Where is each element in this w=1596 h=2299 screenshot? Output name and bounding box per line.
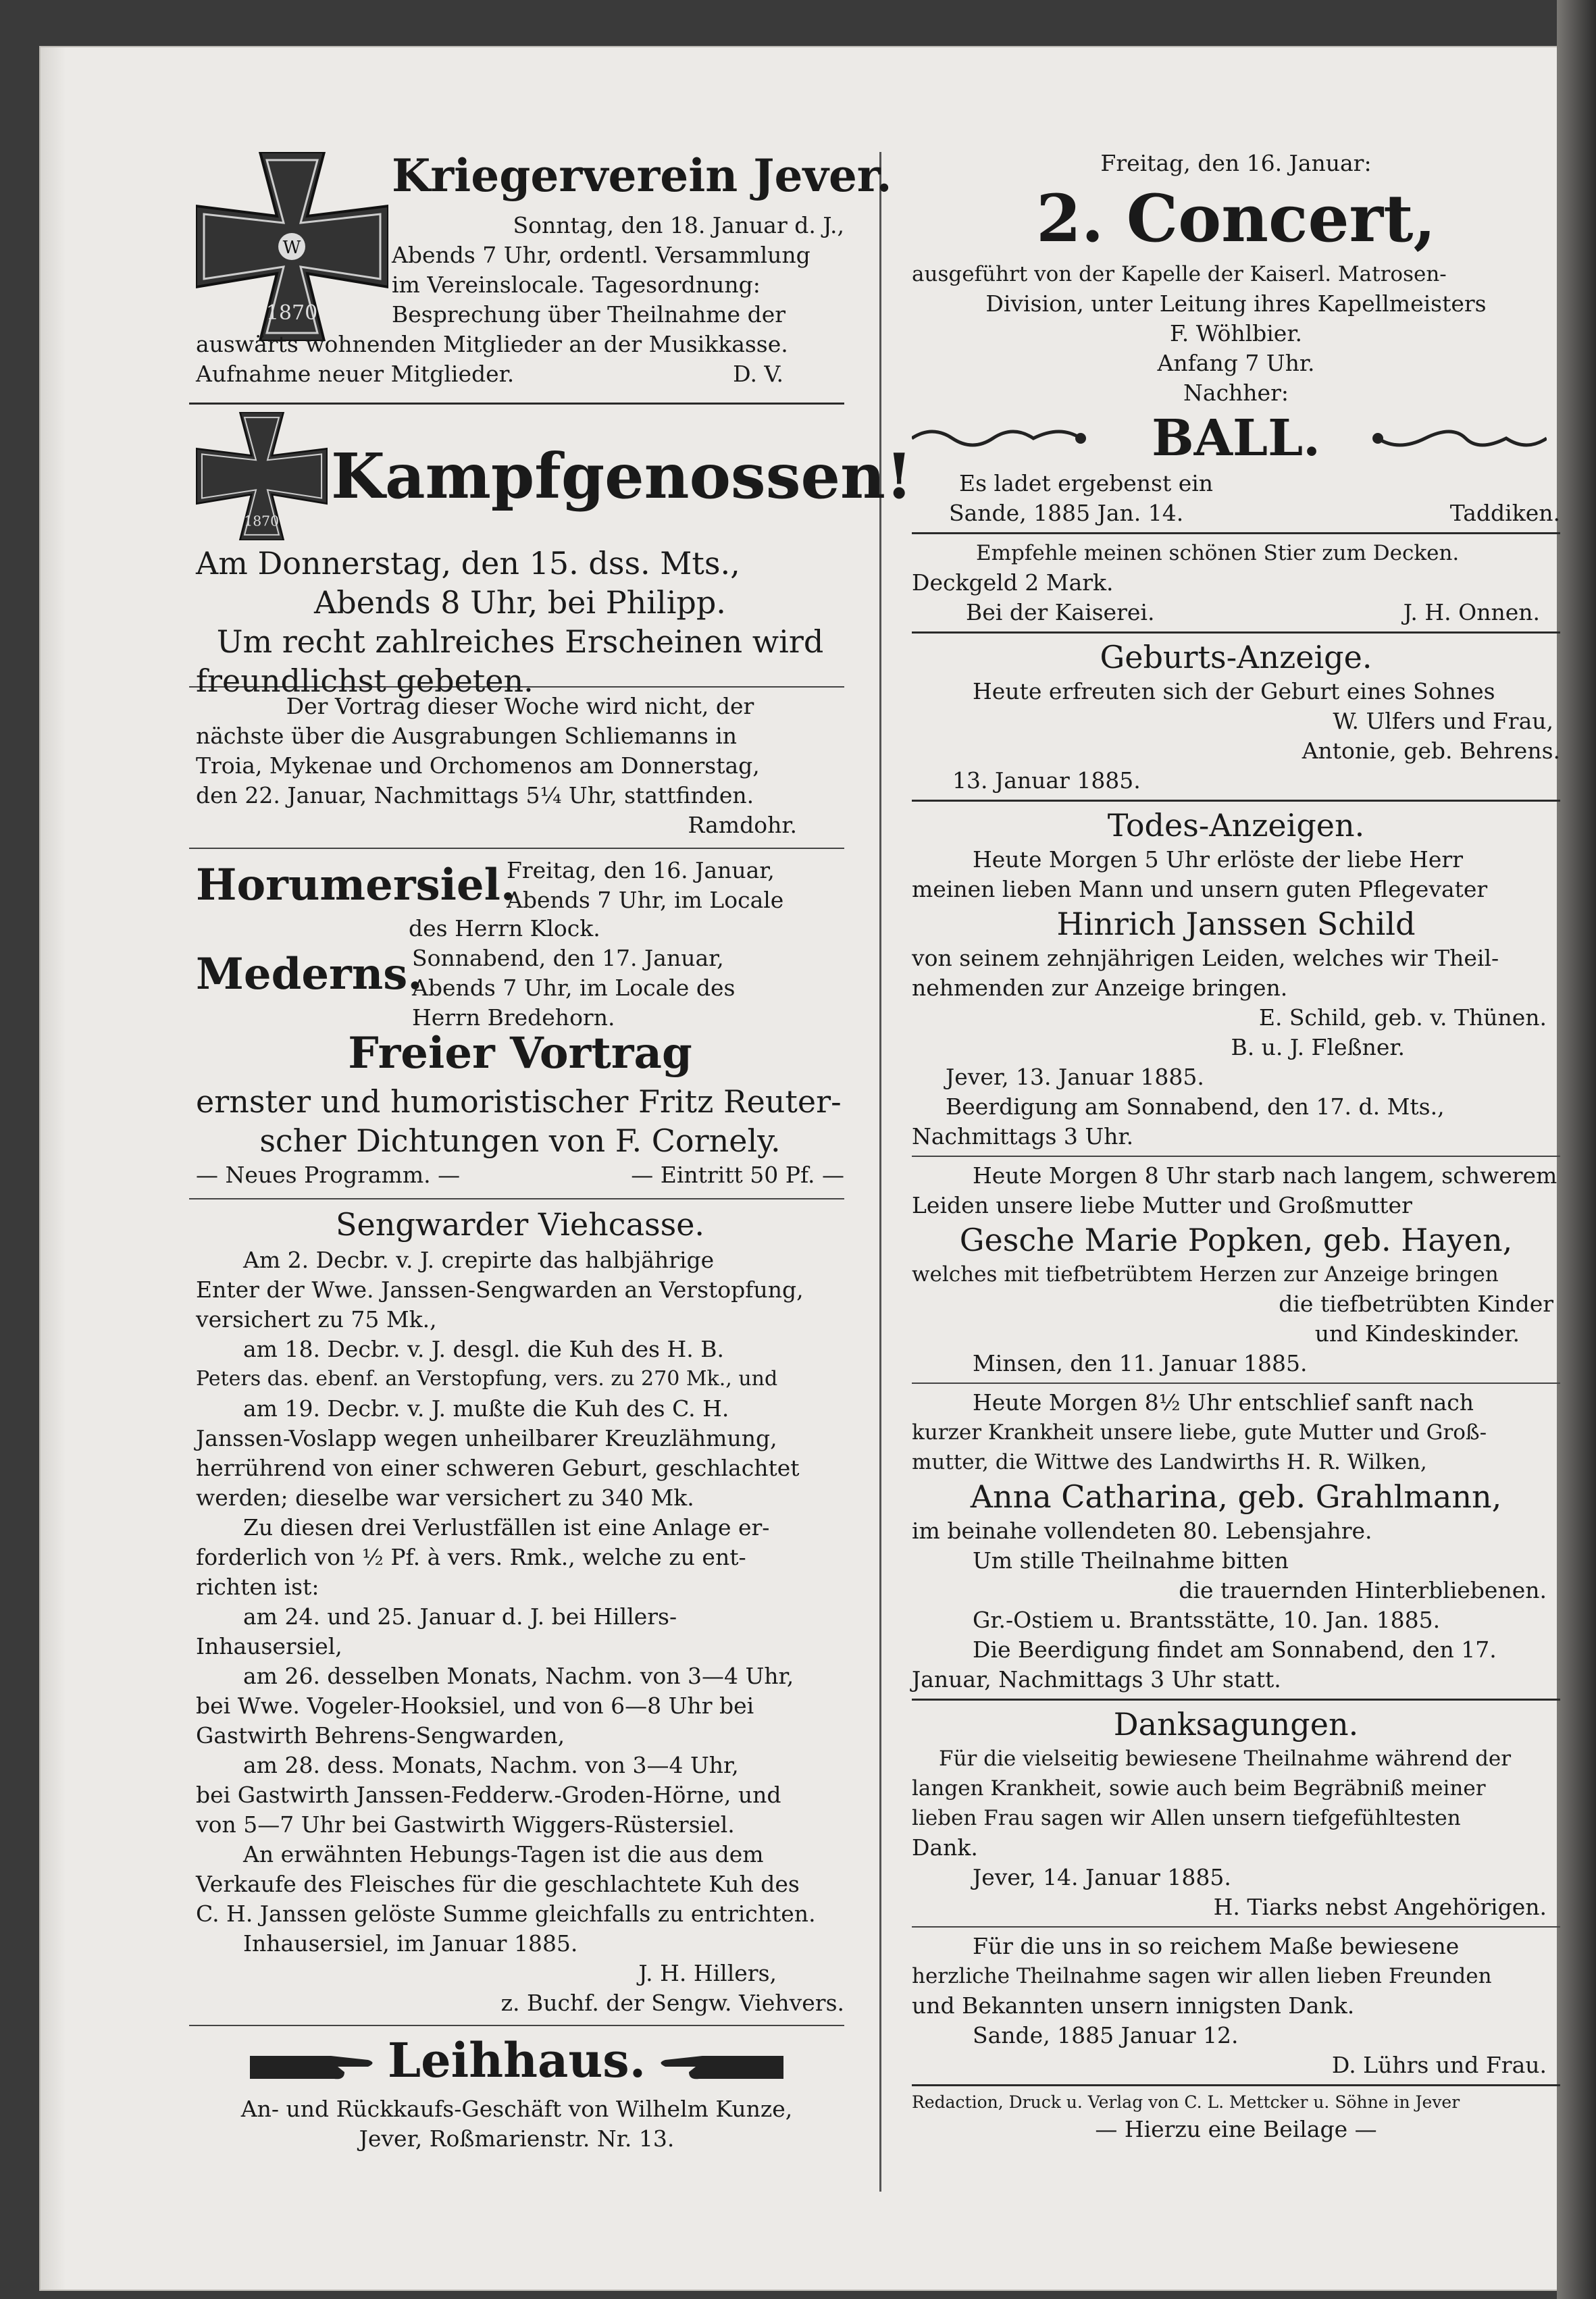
notice-vortrag [189,692,844,844]
signature: D. V. [733,361,783,387]
rule [189,2025,844,2026]
horumersiel-title: Horumersiel. [196,860,516,910]
imprint: Redaction, Druck u. Verlag von C. L. Mettcker u. Söhne in Jever [912,2092,1460,2112]
text-line: forderlich von ½ Pf. à vers. Rmk., welche zu ent- [196,1544,746,1570]
ad-mederns [189,941,844,1031]
text-line: nehmenden zur Anzeige bringen. [912,975,1288,1001]
kampfgenossen-title: Kampfgenossen! [331,440,913,513]
signature: E. Schild, geb. v. Thünen. [1258,1004,1547,1031]
text-line: Sande, 1885 Januar 12. [973,2022,1239,2048]
text-line: ernster und humoristischer Fritz Reuter- [196,1083,842,1120]
rule [912,800,1560,802]
text-line: die trauernden Hinterbliebenen. [1179,1577,1547,1603]
ad-horumersiel [189,853,844,941]
text-line: die tiefbetrübten Kinder [1279,1291,1553,1317]
rule [912,1156,1560,1157]
text-line: Heute Morgen 5 Uhr erlöste der liebe Herr [973,846,1463,873]
text-line: Freitag, den 16. Januar, [507,857,775,883]
text-line: lieben Frau sagen wir Allen unsern tiefgefühltesten [912,1806,1461,1830]
right-column [912,149,1560,2144]
rule [189,403,844,405]
ornament-right-icon [1371,421,1547,455]
text-line: und Kindeskinder. [1314,1320,1520,1347]
text-line: Sande, 1885 Jan. 14. [949,500,1184,526]
text-line: Um recht zahlreiches Erscheinen wird [216,623,824,660]
text-line: Anfang 7 Uhr. [1157,350,1315,376]
text-line: Division, unter Leitung ihres Kapellmeisters [985,290,1487,317]
text-line: welches mit tiefbetrübtem Herzen zur Anzeige bringen [912,1262,1499,1287]
rule [912,532,1560,534]
text-line: Enter der Wwe. Janssen-Sengwarden an Verstopfung, [196,1276,804,1303]
text-line: Abends 7 Uhr, ordentl. Versammlung [392,242,810,268]
notice-geburt [912,638,1560,796]
text-line: kurzer Krankheit unsere liebe, gute Mutter und Groß- [912,1420,1487,1445]
text-line: Abends 8 Uhr, bei Philipp. [314,584,726,621]
text-line: Abends 7 Uhr, im Locale des [412,975,736,1001]
svg-text:W: W [282,238,301,258]
text-line: Zu diesen drei Verlustfällen ist eine Anlage er- [243,1514,770,1541]
text-line: Minsen, den 11. Januar 1885. [973,1350,1308,1376]
ad-leihhaus [189,2030,844,2159]
ball-title: BALL. [1152,409,1320,467]
text-line: Peters das. ebenf. an Verstopfung, vers. zu 270 Mk., und [196,1367,778,1391]
text-line: Freitag, den 16. Januar: [1100,150,1372,176]
rule [912,2084,1560,2086]
signature: H. Tiarks nebst Angehörigen. [1213,1894,1547,1920]
text-line: von seinem zehnjährigen Leiden, welches wir Theil- [912,945,1499,971]
text-line: ausgeführt von der Kapelle der Kaiserl. Matrosen- [912,262,1447,286]
signature: Ramdohr. [688,812,797,838]
geburt-title: Geburts-Anzeige. [1100,639,1372,675]
ball-banner [912,408,1560,469]
text-line: am 26. desselben Monats, Nachm. von 3—4 Uhr, [243,1663,794,1689]
signature: J. H. Onnen. [1403,599,1540,625]
text-line: An erwähnten Hebungs-Tagen ist die aus dem [243,1841,764,1867]
text-line: langen Krankheit, sowie auch beim Begräbniß meiner [912,1776,1486,1801]
notice-todes [912,806,1560,1695]
text-line: von 5—7 Uhr bei Gastwirth Wiggers-Rüstersiel. [196,1811,735,1838]
text-line: herrührend von einer schweren Geburt, geschlachtet [196,1455,800,1481]
text-line: Der Vortrag dieser Woche wird nicht, der [286,693,754,719]
ad-stier [912,538,1560,627]
text-line: meinen lieben Mann und unsern guten Pflegevater [912,876,1488,902]
ad-kriegerverein [189,149,892,398]
freier-vortrag-title: Freier Vortrag [348,1028,692,1079]
text-line: 13. Januar 1885. [952,767,1141,794]
mederns-title: Mederns. [196,949,423,1000]
text-line: werden; dieselbe war versichert zu 340 Mk. [196,1484,694,1511]
text-line: An- und Rückkaufs-Geschäft von Wilhelm Kunze, [240,2096,793,2122]
notice-viehcasse [189,1204,844,2018]
concert-title: 2. Concert, [1036,180,1436,257]
rule [912,1383,1560,1384]
text-line: W. Ulfers und Frau, [1333,708,1553,734]
text-line: am 18. Decbr. v. J. desgl. die Kuh des H. B. [243,1336,724,1362]
left-column [189,149,913,2159]
iron-cross-icon [196,412,328,540]
text-line: Am 2. Decbr. v. J. crepirte das halbjährige [243,1247,715,1273]
text-line: am 19. Decbr. v. J. mußte die Kuh des C. H. [243,1395,729,1422]
text-line: Nachher: [1183,380,1289,406]
text-line: Gr.-Ostiem u. Brantsstätte, 10. Jan. 1885. [973,1607,1441,1633]
text-line: Um stille Theilnahme bitten [973,1547,1289,1574]
iron-cross-icon [196,152,388,341]
text-line: am 24. und 25. Januar d. J. bei Hillers- [243,1603,677,1630]
text-line: und Bekannten unsern innigsten Dank. [912,1992,1355,2019]
text-line: Es ladet ergebenst ein [959,470,1214,496]
text-line: Empfehle meinen schönen Stier zum Decken. [976,541,1460,565]
text-line: richten ist: [196,1574,319,1600]
text-line: Januar, Nachmittags 3 Uhr statt. [912,1666,1281,1693]
text-line: Heute Morgen 8 Uhr starb nach langem, schwerem [973,1162,1558,1189]
text-line: Aufnahme neuer Mitglieder. [196,361,515,387]
page-binding [41,47,66,2290]
text-line: im Vereinslocale. Tagesordnung: [392,272,761,298]
ad-freier-vortrag [189,1025,844,1194]
text-line: Für die vielseitig bewiesene Theilnahme während der [939,1747,1512,1771]
text-line: Heute erfreuten sich der Geburt eines Sohnes [973,678,1495,704]
dank-title: Danksagungen. [1113,1706,1359,1742]
rule [189,1198,844,1199]
text-line: — Hierzu eine Beilage — [1095,2116,1377,2142]
text-line: den 22. Januar, Nachmittags 5¼ Uhr, stattfinden. [196,782,754,808]
leihhaus-title: Leihhaus. [387,2032,646,2088]
text-line: Nachmittags 3 Uhr. [912,1123,1134,1150]
rule [912,1699,1560,1701]
text-line: Abends 7 Uhr, im Locale [507,887,784,913]
text-line: Leiden unsere liebe Mutter und Großmutter [912,1192,1412,1218]
text-line: Deckgeld 2 Mark. [912,569,1114,596]
text-line: Herrn Bredehorn. [412,1004,615,1031]
text-line: C. H. Janssen gelöste Summe gleichfalls zu entrichten. [196,1901,816,1927]
text-line: Jever, Roßmarienstr. Nr. 13. [359,2125,675,2152]
signature: J. H. Hillers, [638,1960,777,1986]
text-line: versichert zu 75 Mk., [196,1306,437,1333]
text-line: Besprechung über Theilnahme der [392,301,786,328]
text-line: mutter, die Wittwe des Landwirths H. R. Wilken, [912,1450,1427,1474]
deceased-name: Anna Catharina, geb. Grahlmann, [970,1478,1502,1515]
text-line: F. Wöhlbier. [1170,320,1302,346]
text-line: Jever, 13. Januar 1885. [946,1064,1204,1090]
signature: Taddiken. [1449,500,1560,526]
text-line: des Herrn Klock. [409,915,600,941]
deceased-name: Gesche Marie Popken, geb. Hayen, [959,1222,1513,1258]
book-edge [1557,0,1596,2299]
text-line: Sonnabend, den 17. Januar, [412,945,724,971]
signature: D. Lührs und Frau. [1331,2052,1547,2078]
text-line: Am Donnerstag, den 15. dss. Mts., [196,545,740,582]
text-line: bei Gastwirth Janssen-Fedderw.-Groden-Hörne, und [196,1782,781,1808]
signature: B. u. J. Fleßner. [1231,1034,1405,1060]
text-line: scher Dichtungen von F. Cornely. [259,1122,781,1159]
rule [189,848,844,849]
text-line: Die Beerdigung findet am Sonnabend, den 17. [973,1636,1497,1663]
svg-text:1870: 1870 [265,301,318,325]
notice-dank [912,1705,1560,2080]
text-line: Janssen-Voslapp wegen unheilbarer Kreuzlähmung, [196,1425,777,1451]
deceased-name: Hinrich Janssen Schild [1056,906,1416,942]
pointing-hand-left-icon [655,2042,783,2083]
rule [912,631,1560,634]
svg-text:1870: 1870 [244,513,280,529]
text-line: Inhausersiel, [196,1633,342,1659]
text-line: im beinahe vollendeten 80. Lebensjahre. [912,1518,1372,1544]
text-line: Verkaufe des Fleisches für die geschlachtete Kuh des [196,1871,800,1897]
text-line: Antonie, geb. Behrens. [1302,738,1560,764]
rule [912,1926,1560,1928]
text-line: Sonntag, den 18. Januar d. J., [513,212,844,238]
text-line: bei Wwe. Vogeler-Hooksiel, und von 6—8 Uhr bei [196,1693,754,1719]
signature: z. Buchf. der Sengw. Viehvers. [500,1990,844,2016]
text-line: herzliche Theilnahme sagen wir allen lieben Freunden [912,1964,1492,1988]
text-line: am 28. dess. Monats, Nachm. von 3—4 Uhr, [243,1752,739,1778]
text-line: freundlichst gebeten. [196,663,534,699]
page-footer [912,2090,1560,2144]
todes-title: Todes-Anzeigen. [1107,807,1365,844]
kriegerverein-title: Kriegerverein Jever. [392,149,892,202]
text-line: Beerdigung am Sonnabend, den 17. d. Mts., [946,1093,1445,1120]
ad-kampfgenossen [189,409,913,699]
text-line: Troia, Mykenae und Orchomenos am Donnerstag, [196,752,760,779]
ad-concert [912,149,1560,528]
text-line: Für die uns in so reichem Maße bewiesene [973,1933,1460,1959]
text-line: Heute Morgen 8½ Uhr entschlief sanft nach [973,1389,1474,1416]
text-line: Gastwirth Behrens-Sengwarden, [196,1722,565,1749]
text-line: — Neues Programm. — [196,1162,461,1188]
text-line: — Eintritt 50 Pf. — [631,1162,844,1188]
text-line: auswärts wohnenden Mitglieder an der Musikkasse. [196,331,788,357]
text-line: Jever, 14. Januar 1885. [973,1864,1231,1890]
text-line: nächste über die Ausgrabungen Schliemanns in [196,723,738,749]
text-line: Dank. [912,1834,978,1861]
viehcasse-title: Sengwarder Viehcasse. [335,1206,705,1243]
kriegerverein-text [392,211,844,330]
text-line: Inhausersiel, im Januar 1885. [243,1930,578,1957]
text-line: Bei der Kaiserei. [966,599,1155,625]
